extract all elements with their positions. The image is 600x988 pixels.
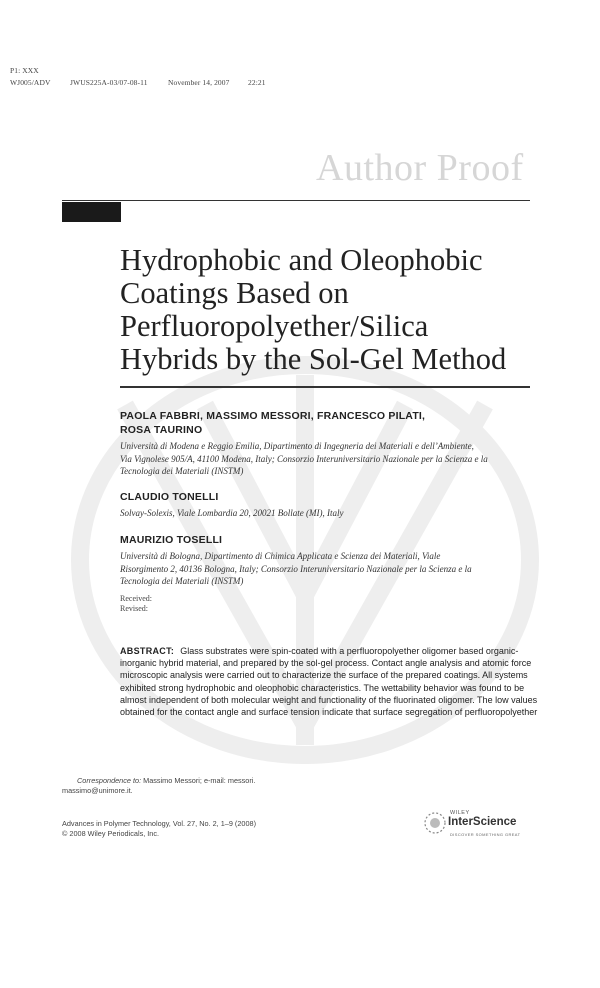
revised-label: Revised: — [120, 604, 148, 613]
copyright: © 2008 Wiley Periodicals, Inc. — [62, 829, 160, 838]
title-marker-block — [62, 202, 121, 222]
title-line: Hydrophobic and Oleophobic — [120, 243, 483, 277]
abstract-text: Glass substrates were spin-coated with a perfluoropolyether oligomer based organic-inorganic hybrid material, and prepared by the sol-gel process. Contact angle analysis and atomic force microscopic analysis were carried out to characterize the surface of the prepared coatings. All systems exhibited strong hydrophobic and oleophobic characteristics. The wettability behavior was found to be almost independent of both molecular weight and functionality of the fluorinated oligomer. The low values obtained for the contact angle and surface tension indicate that surface segregation of perfluoropolyether — [120, 646, 538, 718]
logo-publisher: WILEY — [450, 810, 470, 816]
author-names: MAURIZIO TOSELLI — [120, 534, 223, 546]
title-line: Perfluoropolyether/Silica — [120, 309, 429, 343]
author-affiliation — [120, 550, 540, 588]
correspondence — [77, 776, 292, 786]
correspondence-text: Massimo Messori; e-mail: messori. — [143, 776, 256, 785]
affiliation-line: Università di Bologna, Dipartimento di Chimica Applicata e Scienza dei Materiali, Viale — [120, 551, 441, 561]
affiliation-line: Tecnologia dei Materiali (INSTM) — [120, 466, 244, 476]
received-label: Received: — [120, 594, 152, 603]
abstract — [120, 645, 540, 718]
abstract-label: ABSTRACT: — [120, 646, 175, 656]
author-names: ROSA TAURINO — [120, 424, 203, 436]
title-bottom-rule — [120, 386, 530, 388]
affiliation-line: Università di Modena e Reggio Emilia, Dipartimento di Ingegneria dei Materiali e dell’Ambiente, — [120, 441, 474, 451]
logo-tagline: DISCOVER SOMETHING GREAT — [450, 832, 521, 837]
affiliation-line: Tecnologia dei Materiali (INSTM) — [120, 576, 244, 586]
author-affiliation — [120, 507, 343, 520]
author-names: PAOLA FABBRI, MASSIMO MESSORI, FRANCESCO PILATI, — [120, 410, 426, 422]
correspondence-email: massimo@unimore.it. — [62, 786, 133, 795]
title-line: Hybrids by the Sol-Gel Method — [120, 342, 507, 376]
title-top-rule — [62, 200, 530, 201]
author-affiliation — [120, 440, 540, 478]
header-time: 22:21 — [248, 78, 266, 87]
header-date: November 14, 2007 — [168, 78, 230, 87]
wiley-interscience-logo — [424, 808, 544, 844]
header-journal-code: WJ005/ADV — [10, 78, 51, 87]
affiliation-line: Solvay-Solexis, Viale Lombardia 20, 20021 Bollate (MI), Italy — [120, 508, 344, 518]
author-names: CLAUDIO TONELLI — [120, 491, 219, 503]
correspondence-label: Correspondence to: — [77, 776, 142, 785]
header-code: P1: XXX — [10, 66, 39, 75]
article-title — [120, 244, 540, 376]
header-manuscript-id: JWUS225A-03/07-08-11 — [70, 78, 148, 87]
title-line: Coatings Based on — [120, 276, 349, 310]
logo-globe-icon — [424, 810, 446, 836]
logo-brand: InterScience — [448, 816, 517, 828]
affiliation-line: Risorgimento 2, 40136 Bologna, Italy; Consorzio Interuniversitario Nazionale per la Scienza e la — [120, 563, 472, 574]
journal-citation: Advances in Polymer Technology, Vol. 27, No. 2, 1–9 (2008) — [62, 819, 257, 828]
affiliation-line: Via Vignolese 905/A, 41100 Modena, Italy; Consorzio Interuniversitario Nazionale per la Scienza e la — [120, 453, 488, 464]
author-proof-watermark: Author Proof — [316, 147, 524, 189]
